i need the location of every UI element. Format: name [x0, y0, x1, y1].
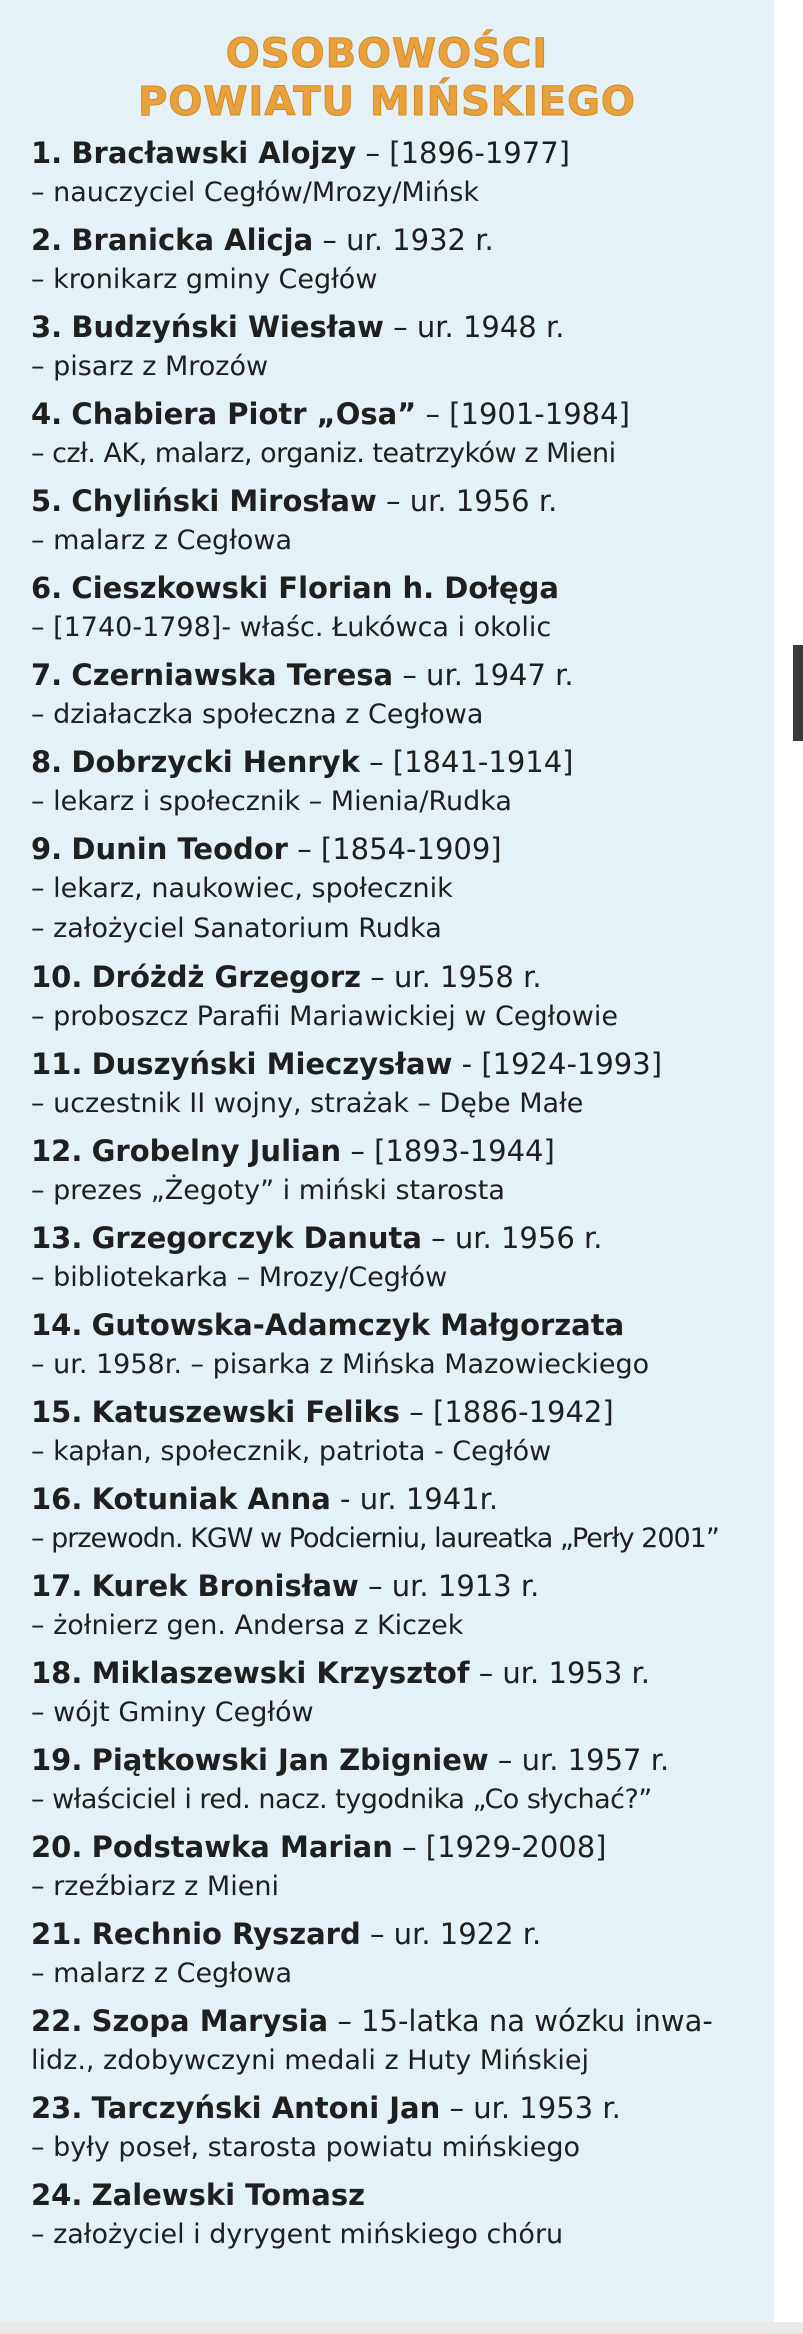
entry-description: – czł. AK, malarz, organiz. teatrzyków z Mieni — [31, 438, 616, 469]
entry-description: – lekarz, naukowiec, społecznik — [31, 873, 453, 904]
entry-description: – ur. 1958r. – pisarka z Mińska Mazowieckiego — [31, 1349, 650, 1380]
entry-name: Podstawka Marian — [91, 1830, 393, 1864]
list-item — [31, 133, 766, 220]
entry-number: 22. — [31, 2004, 83, 2038]
entry-dates: – ur. 1932 r. — [313, 223, 494, 257]
entry-heading — [31, 1653, 766, 1693]
entry-number: 3. — [31, 310, 63, 344]
list-item — [31, 1392, 766, 1479]
entry-description: – uczestnik II wojny, strażak – Dębe Małe — [31, 1088, 584, 1119]
entry-number: 21. — [31, 1917, 83, 1951]
page-bottom-edge — [0, 2322, 803, 2334]
entry-dates: – [1841-1914] — [359, 745, 574, 779]
entry-dates: – [1901-1984] — [416, 397, 630, 431]
list-item — [31, 1740, 766, 1827]
entry-heading — [31, 1218, 766, 1258]
entry-heading — [31, 481, 766, 521]
entry-name: Czerniawska Teresa — [71, 658, 394, 692]
entry-heading — [31, 1305, 766, 1345]
entry-number: 12. — [31, 1134, 83, 1168]
entry-description: – właściciel i red. nacz. tygodnika „Co słychać?” — [31, 1784, 652, 1815]
entry-number: 10. — [31, 960, 83, 994]
entry-name: Miklaszewski Krzysztof — [91, 1656, 470, 1690]
entry-dates: - ur. 1941r. — [330, 1482, 499, 1516]
entry-heading — [31, 2001, 766, 2041]
entry-dates: – ur. 1957 r. — [488, 1743, 670, 1777]
list-item — [31, 957, 766, 1044]
entry-name: Tarczyński Antoni Jan — [91, 2091, 441, 2125]
entry-heading — [31, 1044, 766, 1084]
entry-name: Budzyński Wiesław — [71, 310, 384, 344]
list-item — [31, 1044, 766, 1131]
page-edge — [774, 0, 803, 2334]
entry-description: – pisarz z Mrozów — [31, 351, 269, 382]
list-item — [31, 568, 766, 655]
list-item — [31, 742, 766, 829]
entry-name: Chabiera Piotr „Osa” — [71, 397, 417, 431]
entry-description: lidz., zdobywczyni medali z Huty Mińskiej — [31, 2045, 590, 2076]
list-item — [31, 2001, 766, 2088]
entry-description: – były poseł, starosta powiatu mińskiego — [31, 2132, 581, 2163]
entry-heading — [31, 2175, 766, 2215]
entry-description: – założyciel i dyrygent mińskiego chóru — [31, 2219, 564, 2250]
entry-name: Grzegorczyk Danuta — [91, 1221, 422, 1255]
entry-number: 6. — [31, 571, 63, 605]
entry-dates: – [1893-1944] — [341, 1134, 555, 1168]
entry-heading — [31, 2088, 766, 2128]
entry-heading — [31, 742, 766, 782]
entry-name: Grobelny Julian — [91, 1134, 342, 1168]
entry-heading — [31, 1827, 766, 1867]
entry-number: 17. — [31, 1569, 83, 1603]
entry-description: – przewodn. KGW w Podcierniu, laureatka „Perły 2001” — [31, 1523, 719, 1554]
entry-dates: – [1854-1909] — [287, 832, 502, 866]
entry-dates: – ur. 1956 r. — [421, 1221, 603, 1255]
entry-dates: – 15-latka na wózku inwa- — [328, 2004, 713, 2038]
list-item — [31, 1653, 766, 1740]
entry-name: Cieszkowski Florian h. Dołęga — [71, 571, 559, 605]
entry-description: – malarz z Cegłowa — [31, 1958, 293, 1989]
entry-dates: – ur. 1953 r. — [440, 2091, 621, 2125]
scanner-edge-mark — [793, 645, 803, 741]
entry-heading — [31, 307, 766, 347]
entry-description: – bibliotekarka – Mrozy/Cegłów — [31, 1262, 448, 1293]
list-item — [31, 220, 766, 307]
entry-number: 15. — [31, 1395, 83, 1429]
entry-description: – założyciel Sanatorium Rudka — [31, 913, 442, 944]
entry-dates: – [1929-2008] — [392, 1830, 607, 1864]
personalities-list — [31, 133, 766, 2262]
list-item — [31, 2175, 766, 2262]
entry-number: 23. — [31, 2091, 83, 2125]
entry-number: 20. — [31, 1830, 83, 1864]
entry-name: Dunin Teodor — [71, 832, 288, 866]
entry-name: Szopa Marysia — [91, 2004, 329, 2038]
entry-name: Dróżdż Grzegorz — [91, 960, 362, 994]
entry-name: Bracławski Alojzy — [71, 136, 357, 170]
entry-name: Kurek Bronisław — [91, 1569, 359, 1603]
entry-description: – działaczka społeczna z Cegłowa — [31, 699, 484, 730]
entry-name: Rechnio Ryszard — [91, 1917, 361, 1951]
entry-number: 14. — [31, 1308, 83, 1342]
list-item — [31, 1566, 766, 1653]
entry-dates: – [1896-1977] — [356, 136, 570, 170]
entry-heading — [31, 220, 766, 260]
entry-number: 4. — [31, 397, 63, 431]
entry-number: 1. — [31, 136, 63, 170]
entry-number: 5. — [31, 484, 63, 518]
entry-description: – kronikarz gminy Cegłów — [31, 264, 378, 295]
list-item — [31, 1479, 766, 1566]
entry-heading — [31, 1479, 766, 1519]
entry-name: Duszyński Mieczysław — [91, 1047, 453, 1081]
list-item — [31, 307, 766, 394]
entry-dates: – ur. 1948 r. — [383, 310, 565, 344]
entry-number: 18. — [31, 1656, 83, 1690]
entry-heading — [31, 1566, 766, 1606]
list-item — [31, 2088, 766, 2175]
entry-dates: - [1924-1993] — [452, 1047, 663, 1081]
entry-number: 2. — [31, 223, 63, 257]
entry-number: 11. — [31, 1047, 83, 1081]
entry-number: 9. — [31, 832, 63, 866]
entry-heading — [31, 568, 766, 608]
list-item — [31, 1827, 766, 1914]
list-item — [31, 481, 766, 568]
entry-heading — [31, 957, 766, 997]
entry-heading — [31, 1914, 766, 1954]
entry-description: – nauczyciel Cegłów/Mrozy/Mińsk — [31, 177, 480, 208]
entry-name: Kotuniak Anna — [91, 1482, 331, 1516]
entry-number: 7. — [31, 658, 63, 692]
entry-heading — [31, 1131, 766, 1171]
entry-name: Katuszewski Feliks — [91, 1395, 401, 1429]
entry-heading — [31, 133, 766, 173]
entry-number: 24. — [31, 2178, 83, 2212]
list-item — [31, 1305, 766, 1392]
entry-heading — [31, 1740, 766, 1780]
entry-name: Branicka Alicja — [71, 223, 314, 257]
list-item — [31, 1914, 766, 2001]
entry-description: – kapłan, społecznik, patriota - Cegłów — [31, 1436, 552, 1467]
entry-dates: – ur. 1956 r. — [376, 484, 558, 518]
entry-name: Chyliński Mirosław — [71, 484, 377, 518]
list-item — [31, 1218, 766, 1305]
entry-description: – prezes „Żegoty” i miński starosta — [31, 1175, 505, 1206]
entry-dates: – ur. 1947 r. — [393, 658, 574, 692]
entry-number: 8. — [31, 745, 63, 779]
entry-description: – [1740-1798]- właśc. Łukówca i okolic — [31, 612, 552, 643]
entry-number: 16. — [31, 1482, 83, 1516]
entry-name: Gutowska-Adamczyk Małgorzata — [91, 1308, 625, 1342]
entry-dates: – [1886-1942] — [400, 1395, 614, 1429]
entry-description: – żołnierz gen. Andersa z Kiczek — [31, 1610, 464, 1641]
entry-description: – malarz z Cegłowa — [31, 525, 293, 556]
page-title — [0, 30, 774, 126]
entry-name: Dobrzycki Henryk — [71, 745, 360, 779]
entry-name: Piątkowski Jan Zbigniew — [91, 1743, 489, 1777]
list-item — [31, 829, 766, 957]
entry-number: 13. — [31, 1221, 83, 1255]
entry-description: – wójt Gminy Cegłów — [31, 1697, 314, 1728]
entry-heading — [31, 829, 766, 869]
list-item — [31, 655, 766, 742]
entry-name: Zalewski Tomasz — [91, 2178, 365, 2212]
entry-dates: – ur. 1913 r. — [358, 1569, 540, 1603]
entry-description: – rzeźbiarz z Mieni — [31, 1871, 279, 1902]
list-item — [31, 394, 766, 481]
entry-dates: – ur. 1953 r. — [469, 1656, 650, 1690]
entry-heading — [31, 655, 766, 695]
list-item — [31, 1131, 766, 1218]
entry-heading — [31, 394, 766, 434]
entry-number: 19. — [31, 1743, 83, 1777]
entry-description: – proboszcz Parafii Mariawickiej w Cegłowie — [31, 1001, 618, 1032]
entry-description: – lekarz i społecznik – Mienia/Rudka — [31, 786, 512, 817]
entry-heading — [31, 1392, 766, 1432]
title-line-1: OSOBOWOŚCI — [225, 31, 549, 77]
title-line-2: POWIATU MIŃSKIEGO — [138, 79, 636, 125]
entry-dates: – ur. 1922 r. — [360, 1917, 542, 1951]
entry-dates: – ur. 1958 r. — [361, 960, 542, 994]
